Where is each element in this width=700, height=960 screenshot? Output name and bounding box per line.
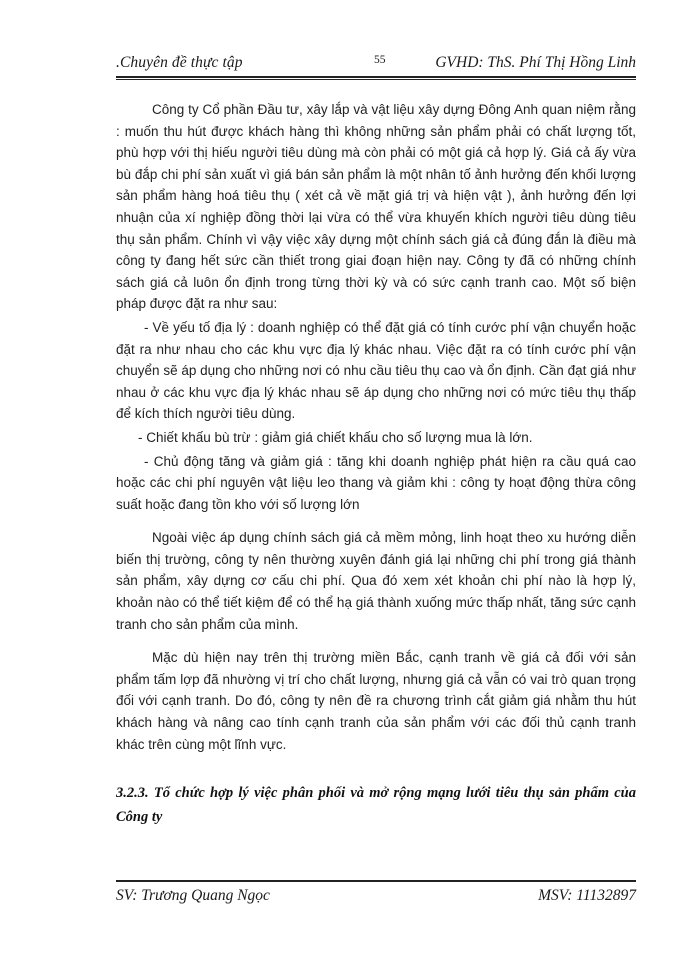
header-rule-thick	[116, 76, 636, 78]
paragraph-cost-review: Ngoài việc áp dụng chính sách giá cả mềm mỏng, linh hoạt theo xu hướng diễn biến thị trường, công ty nên thường xuyên đánh giá lại những chi phí trong giá thành sản phẩm, xây dựng cơ cấu chi phí. Qua đó xem xét khoản chi phí nào là hợp lý, khoản nào có thể tiết kiệm để có thể hạ giá thành xuống mức thấp nhất, tăng sức cạnh tranh cho sản phẩm của mình.	[116, 530, 636, 632]
header-title: .Chuyên đề thực tập	[116, 54, 243, 71]
body-content	[116, 99, 636, 755]
paragraph-pricing-intro: Công ty Cổ phần Đầu tư, xây lắp và vật liệu xây dựng Đông Anh quan niệm rằng : muốn thu hút được khách hàng thì không những sản phẩm phải có chất lượng tốt, phù hợp với thị hiếu người tiêu dùng mà còn phải có một giá cả hợp lý. Giá cả ấy vừa bù đắp chi phí sản xuất vì giá bán sản phẩm là một nhân tố ảnh hưởng đến khối lượng sản phẩm hàng hoá tiêu thụ ( xét cả về mặt giá trị và hiện vật ), ảnh hưởng đến lợi nhuận của xí nghiệp đồng thời lại vừa có thể vừa khuyến khích người tiêu dùng tiêu thụ sản phẩm. Chính vì vậy việc xây dựng một chính sách giá cả đúng đắn là điều mà công ty đang hết sức cần thiết trong giai đoạn hiện nay. Công ty đã có những chính sách giá cả luôn ổn định trong từng thời kỳ và có sức cạnh tranh cao. Một số biện pháp được đặt ra như sau:	[116, 102, 636, 312]
bullet-price-adjustment: - Chủ động tăng và giảm giá : tăng khi doanh nghiệp phát hiện ra cầu quá cao hoặc các chi phí nguyên vật liệu leo thang và giảm khi : công ty hoạt động thừa công suất hoặc đang tồn kho với số lượng lớn	[116, 453, 636, 512]
header-rule-thin	[116, 79, 636, 80]
footer-student: SV: Trương Quang Ngọc	[116, 887, 270, 904]
page-header	[116, 48, 636, 74]
footer-rule	[116, 880, 636, 882]
bullet-geographic-factor: - Về yếu tố địa lý : doanh nghiệp có thể đặt giá có tính cước phí vận chuyển hoặc đặt ra như nhau cho các khu vực địa lý khác nhau. Việc đặt ra có tính cước phí vận chuyển sẽ áp dụng cho những nơi có nhu cầu tiêu thụ cao và ổn định. Cần đạt giá như nhau ở các khu vực địa lý khác nhau sẽ áp dụng cho những nơi có mức tiêu thụ thấp để kích thích người tiêu dùng.	[116, 319, 636, 422]
page-number: 55	[374, 54, 386, 66]
bullet-discount: - Chiết khấu bù trừ : giảm giá chiết khấu cho số lượng mua là lớn.	[138, 429, 533, 445]
header-supervisor: GVHD: ThS. Phí Thị Hồng Linh	[435, 54, 636, 71]
section-heading: 3.2.3. Tổ chức hợp lý việc phân phối và mở rộng mạng lưới tiêu thụ sản phẩm của Công ty	[116, 785, 636, 825]
paragraph-northern-market: Mặc dù hiện nay trên thị trường miền Bắc, cạnh tranh về giá cả đối với sản phẩm tấm lợp đã nhường vị trí cho chất lượng, nhưng giá cả vẫn có vai trò quan trọng đối với cạnh tranh. Do đó, công ty nên đề ra chương trình cắt giảm giá nhằm thu hút khách hàng và nâng cao tính cạnh tranh của sản phẩm với các đối thủ cạnh tranh khác trên cùng một lĩnh vực.	[116, 650, 636, 752]
footer-student-id: MSV: 11132897	[538, 887, 636, 904]
